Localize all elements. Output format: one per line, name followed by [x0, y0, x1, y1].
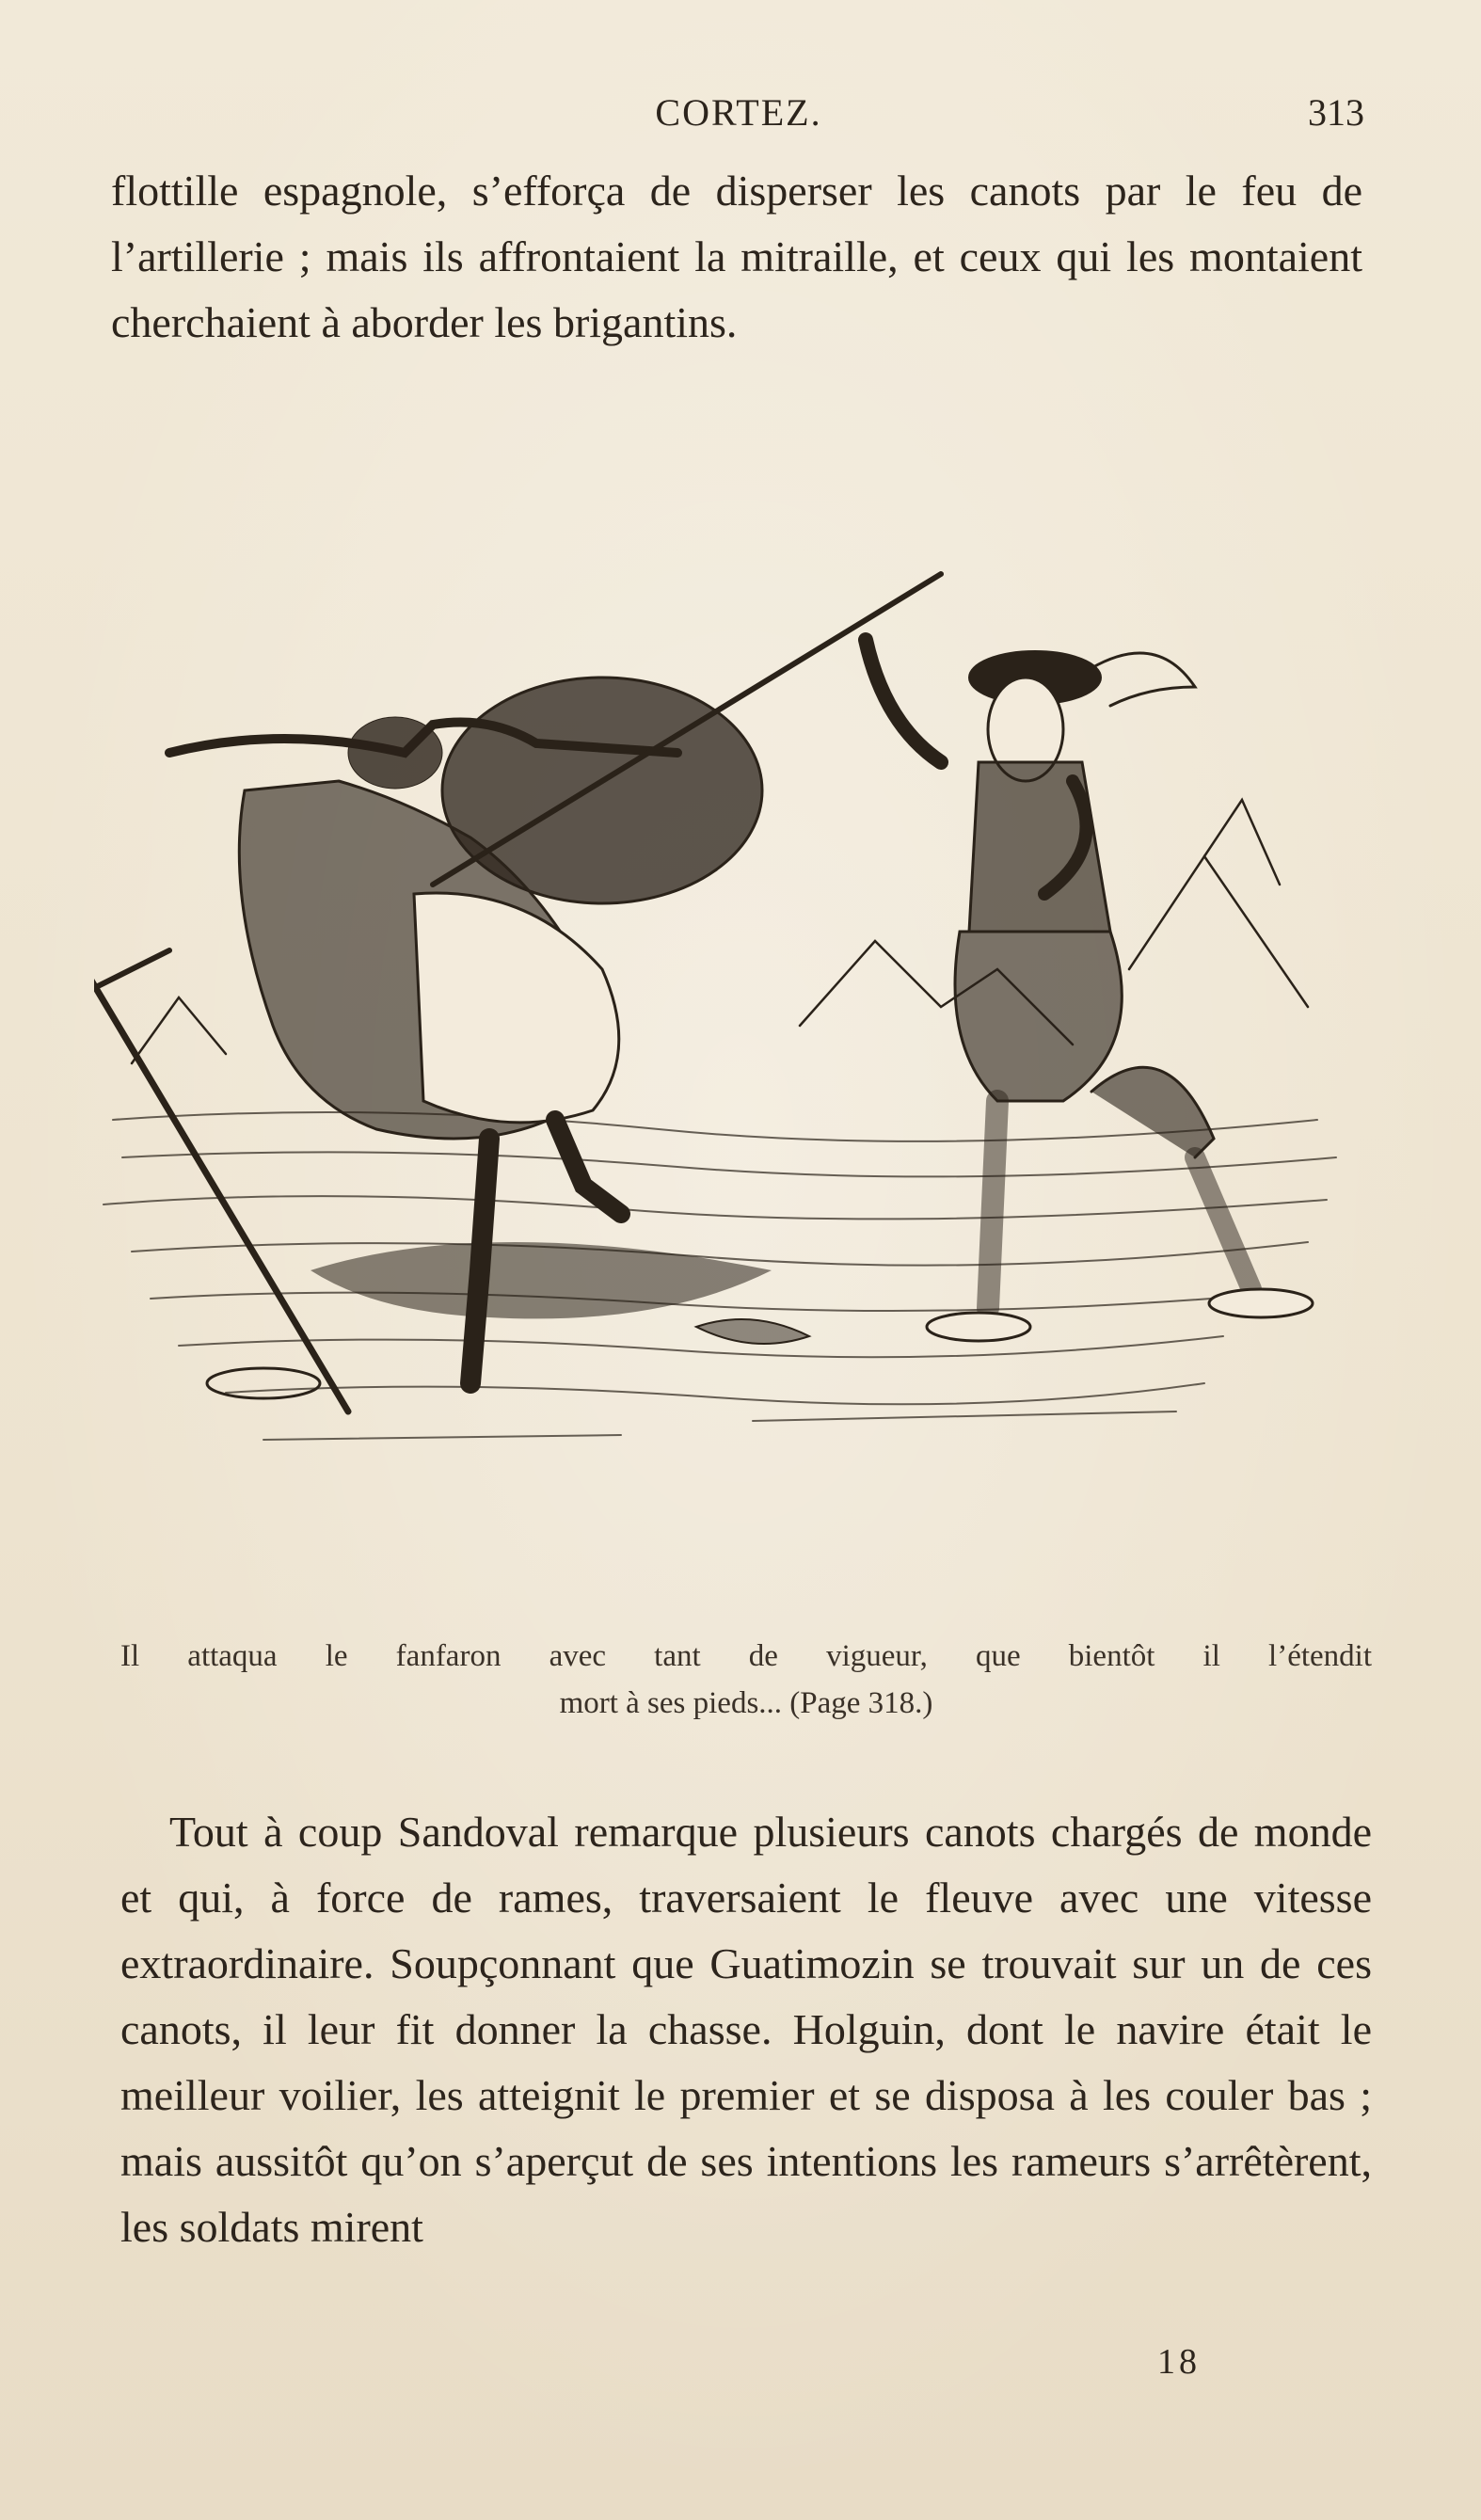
warrior-tunic [414, 893, 619, 1123]
illustration-caption [120, 1633, 1372, 1727]
caption-line-2: mort à ses pieds... (Page 318.) [559, 1686, 933, 1720]
caption-line-1: Il attaqua le fanfaron avec tant de vigueur, que bientôt il l’étendit [120, 1639, 1372, 1673]
engraving-illustration [94, 442, 1411, 1600]
left-shoe [927, 1313, 1030, 1341]
page-number: 313 [1308, 91, 1364, 134]
running-head: CORTEZ. [655, 91, 822, 134]
warrior-head [348, 717, 442, 789]
hat-plume [1091, 653, 1195, 706]
bottom-paragraph: Tout à coup Sandoval remarque plusieurs canots chargés de monde et qui, à force de rames, traversaient le fleuve avec une vitesse extraordinaire. Soupçonnant que Guatimozin se trouvait sur un de ces canots, il leur fit donner la chasse. Holguin, dont le navire était le meilleur voilier, les atteignit le premier et se disposa à les couler bas ; mais aussitôt qu’on s’aperçut de ses intentions les rameurs s’arrêtèrent, les soldats mirent [120, 1808, 1372, 2251]
signature-mark: 18 [1157, 2342, 1201, 2382]
ground-shadow [311, 1242, 772, 1318]
top-paragraph: flottille espagnole, s’efforça de disperser les canots par le feu de l’artillerie ; mais ils affrontaient la mitraille, et ceux qui les montaient cherchaient à aborder les brigantins. [111, 167, 1362, 346]
cavalier-breeches [955, 932, 1122, 1101]
page-header [113, 90, 1364, 137]
right-shoe [1209, 1289, 1313, 1317]
fallen-hat [207, 1368, 320, 1398]
cavalier-figure [866, 640, 1313, 1341]
